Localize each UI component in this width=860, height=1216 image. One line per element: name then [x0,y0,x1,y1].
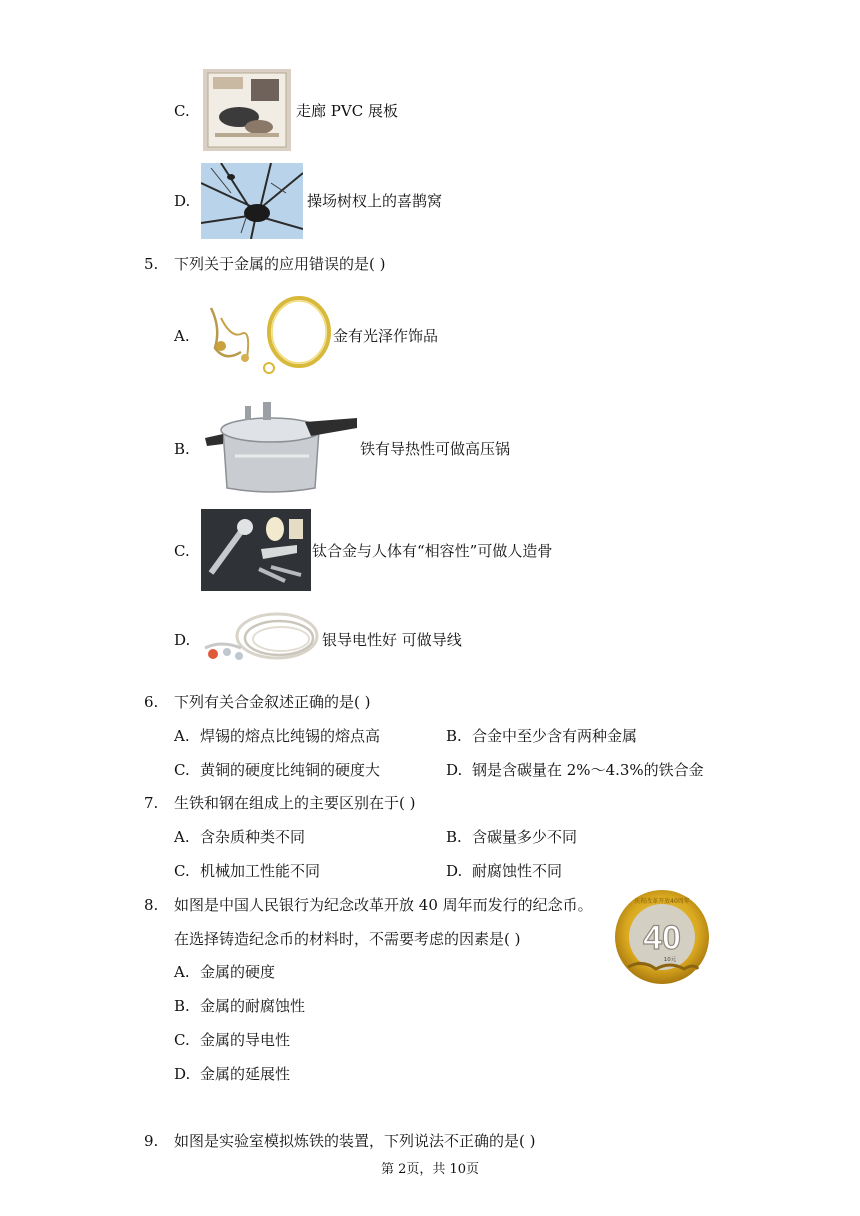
q6-option-d-letter: D. [446,761,463,779]
q8-option-d-letter: D. [174,1065,191,1083]
q6-option-b-text: 合金中至少含有两种金属 [472,727,638,745]
q7-option-a-letter: A. [174,828,190,846]
titanium-bone-image [201,509,311,591]
gold-jewelry-image [201,288,333,384]
q5-option-d-text: 银导电性好 可做导线 [322,631,462,649]
page-footer: 第 2页，共 10页 [380,1162,480,1177]
coin-number: 40 [643,919,681,957]
q8-option-a-text: 金属的硬度 [200,963,276,981]
q5-option-b-text: 铁有导热性可做高压锅 [360,440,511,458]
q6-option-b-letter: B. [446,727,462,745]
q4-option-c-letter: C. [174,102,190,120]
q7-number: 7. [144,794,159,812]
pressure-cooker-image [201,396,359,498]
q5-option-b-letter: B. [174,440,190,458]
q8-stem-line1: 如图是中国人民银行为纪念改革开放 40 周年而发行的纪念币。 [174,896,593,914]
q5-option-a-text: 金有光泽作饰品 [333,327,439,345]
q5-option-d-letter: D. [174,631,191,649]
q5-option-a-letter: A. [174,327,190,345]
q8-option-b-letter: B. [174,997,190,1015]
coin-rim-text: 庆祝改革开放40周年 [634,898,690,905]
q6-option-a-text: 焊锡的熔点比纯锡的熔点高 [200,727,381,745]
q6-option-c-letter: C. [174,761,190,779]
q4-option-d-letter: D. [174,192,191,210]
q6-option-a-letter: A. [174,727,190,745]
silver-wire-image [201,608,321,668]
commemorative-coin-image [612,889,712,985]
q8-stem-line2: 在选择铸造纪念币的材料时，不需要考虑的因素是( ) [174,930,521,948]
q5-option-c-letter: C. [174,542,190,560]
q7-option-a-text: 含杂质种类不同 [200,828,306,846]
q5-number: 5. [144,255,159,273]
q7-option-c-letter: C. [174,862,190,880]
q8-option-a-letter: A. [174,963,190,981]
q9-number: 9. [144,1132,159,1150]
q8-number: 8. [144,896,159,914]
q5-stem: 下列关于金属的应用错误的是( ) [174,255,386,273]
q6-stem: 下列有关合金叙述正确的是( ) [174,693,371,711]
q7-option-c-text: 机械加工性能不同 [200,862,321,880]
q5-option-c-text: 钛合金与人体有“相容性”可做人造骨 [312,542,553,560]
q8-option-d-text: 金属的延展性 [200,1065,291,1083]
q4-option-d-text: 操场树杈上的喜鹊窝 [307,192,443,210]
q7-option-b-letter: B. [446,828,462,846]
q6-number: 6. [144,693,159,711]
coin-denomination: 10元 [663,957,677,963]
q7-option-b-text: 含碳量多少不同 [472,828,578,846]
q6-option-c-text: 黄铜的硬度比纯铜的硬度大 [200,761,381,779]
magpie-nest-image [201,163,303,239]
q6-option-d-text: 钢是含碳量在 2%～4.3%的铁合金 [472,761,704,779]
q8-option-c-text: 金属的导电性 [200,1031,291,1049]
q8-option-c-letter: C. [174,1031,190,1049]
q7-option-d-text: 耐腐蚀性不同 [472,862,563,880]
q9-stem: 如图是实验室模拟炼铁的装置，下列说法不正确的是( ) [174,1132,536,1150]
q7-option-d-letter: D. [446,862,463,880]
q8-option-b-text: 金属的耐腐蚀性 [200,997,306,1015]
q7-stem: 生铁和钢在组成上的主要区别在于( ) [174,794,416,812]
q4-option-c-text: 走廊 PVC 展板 [296,102,398,120]
pvc-board-image [203,69,291,151]
